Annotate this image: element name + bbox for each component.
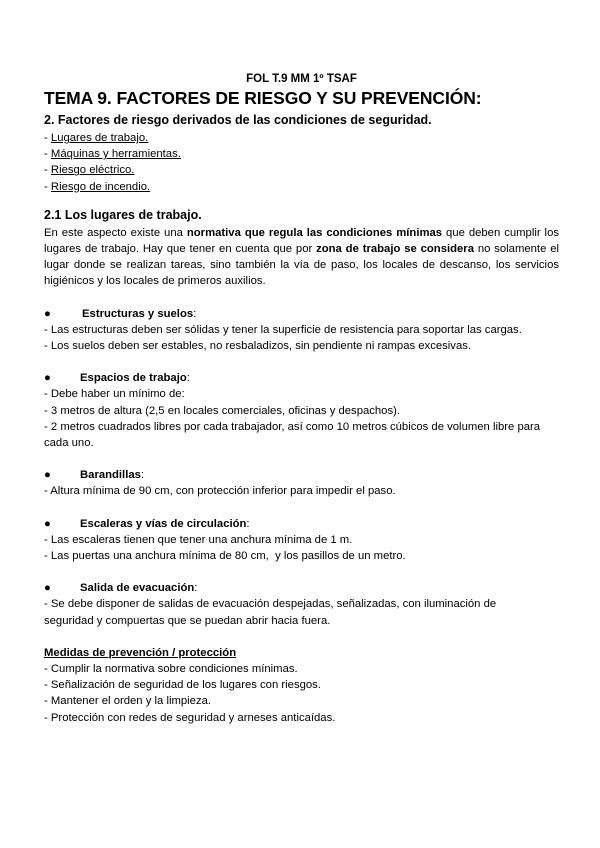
page-title: TEMA 9. FACTORES DE RIESGO Y SU PREVENCIÓN:: [44, 88, 482, 108]
list-item: - Máquinas y herramientas.: [44, 148, 181, 161]
list-item: - Riesgo de incendio.: [44, 180, 151, 193]
block-line: - Debe haber un mínimo de:: [44, 388, 185, 401]
list-item: - Riesgo eléctrico.: [44, 164, 135, 177]
bullet-heading: ● Salida de evacuación:: [44, 582, 198, 595]
bullet-heading: ● Barandillas:: [44, 469, 145, 482]
block-line: - Altura mínima de 90 cm, con protección inferior para impedir el paso.: [44, 485, 396, 498]
bullet-heading: ● Espacios de trabajo:: [44, 372, 190, 385]
block-line: - 2 metros cuadrados libres por cada trabajador, así como 10 metros cúbicos de volumen libre para cada uno.: [44, 420, 541, 450]
measures-heading: Medidas de prevención / protección: [44, 646, 237, 659]
measure-line: - Mantener el orden y la limpieza.: [44, 695, 212, 708]
measure-line: - Señalización de seguridad de los lugares con riesgos.: [44, 679, 321, 692]
block-line: - Las puertas una anchura mínima de 80 cm, y los pasillos de un metro.: [44, 550, 406, 563]
list-item: - Lugares de trabajo.: [44, 132, 149, 144]
document-header: FOL T.9 MM 1º TSAF: [246, 73, 357, 85]
block-line: - Las escaleras tienen que tener una anchura mínima de 1 m.: [44, 533, 353, 546]
bullet-heading: ● Estructuras y suelos:: [44, 307, 197, 320]
intro-paragraph: En este aspecto existe una normativa que regula las condiciones mínimas que deben cumplir los lugares de trabajo. Hay que tener en cuenta que por zona de trabajo se considera no solamente el lugar donde se realizan tareas, sino también la vía de paso, los locales de descanso, los servicios higiénicos y los locales de primeros auxilios.: [44, 226, 560, 288]
block-line: - 3 metros de altura (2,5 en locales comerciales, oficinas y despachos).: [44, 404, 401, 417]
block-line: - Los suelos deben ser estables, no resbaladizos, sin pendiente ni rampas excesivas.: [44, 340, 472, 353]
measure-line: - Cumplir la normativa sobre condiciones mínimas.: [44, 663, 298, 676]
section-2-heading: 2. Factores de riesgo derivados de las condiciones de seguridad.: [44, 113, 432, 127]
document-page: [44, 72, 559, 726]
measure-line: - Protección con redes de seguridad y arneses anticaídas.: [44, 711, 336, 724]
block-line: - Las estructuras deben ser sólidas y tener la superficie de resistencia para soportar las cargas.: [44, 323, 522, 336]
block-line: - Se debe disponer de salidas de evacuación despejadas, señalizadas, con iluminación de seguridad y compuertas que se puedan abrir hacia fuera.: [44, 598, 497, 627]
bullet-heading: ● Escaleras y vías de circulación:: [44, 517, 250, 530]
section-2-1-heading: 2.1 Los lugares de trabajo.: [44, 207, 202, 222]
